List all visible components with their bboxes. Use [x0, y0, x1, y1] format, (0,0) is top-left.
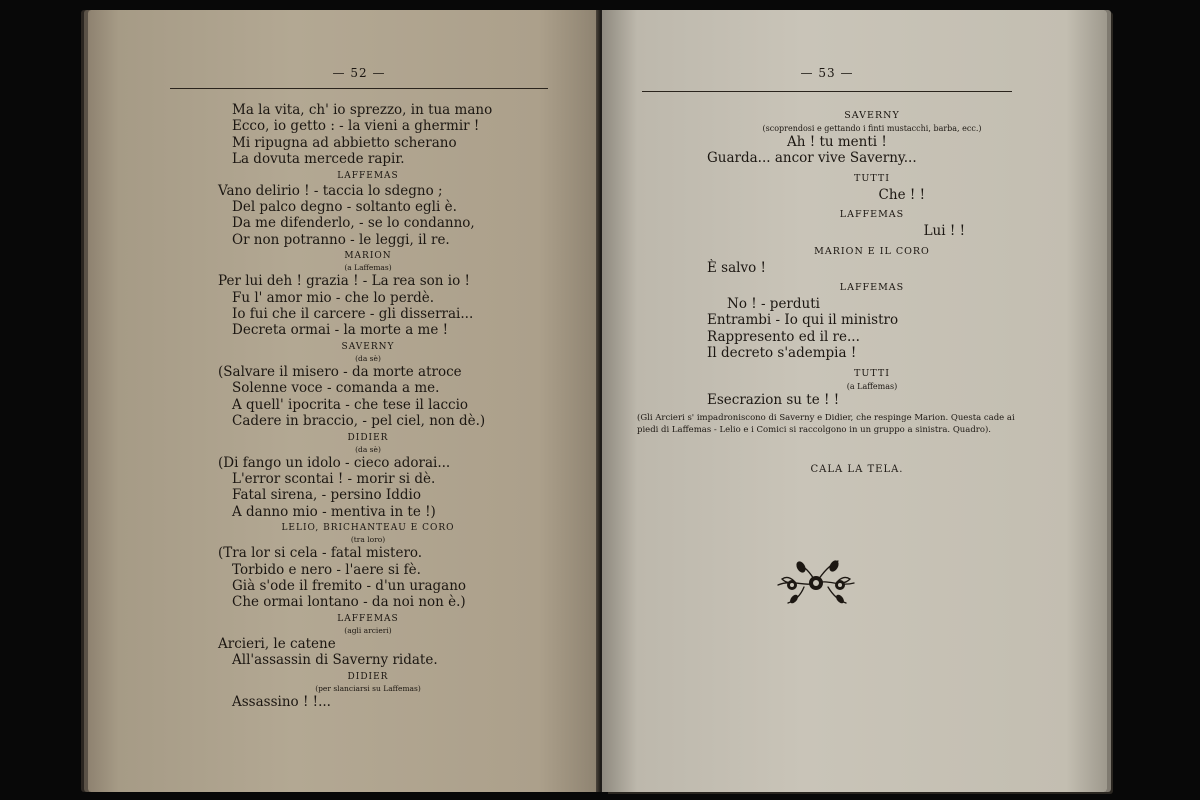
verse-line: Rappresento ed il re... — [707, 328, 860, 345]
stage-direction: (agli arcieri) — [344, 625, 392, 635]
open-book — [88, 10, 1113, 792]
speaker-name: TUTTI — [854, 172, 890, 184]
verse-line: No ! - perduti — [727, 296, 820, 313]
right-page-text — [637, 104, 1037, 478]
stage-direction: (da sè) — [355, 353, 381, 363]
verse-line: All'assassin di Saverny ridate. — [232, 652, 438, 669]
right-page — [602, 10, 1107, 792]
left-page-text — [218, 102, 518, 710]
verse-line: Già s'ode il fremito - d'un uragano — [232, 577, 467, 594]
verse-line: Lui ! ! — [923, 223, 965, 240]
page-number-left: — 52 — — [332, 66, 386, 80]
speaker-name: LAFFEMAS — [337, 170, 399, 181]
speaker-name: SAVERNY — [341, 341, 395, 352]
left-page — [88, 10, 600, 792]
verse-line: Solenne voce - comanda a me. — [232, 380, 440, 397]
verse-line: È salvo ! — [707, 259, 766, 276]
stage-direction: (tra loro) — [350, 535, 386, 545]
verse-line: Assassino ! !... — [232, 693, 331, 710]
verse-line: Ah ! tu menti ! — [787, 134, 887, 150]
verse-line: L'error scontai ! - morir si dè. — [232, 470, 436, 487]
verse-line: (Tra lor si cela - fatal mistero. — [218, 545, 423, 562]
stage-direction: (per slanciarsi su Laffemas) — [315, 683, 421, 693]
speaker-name: MARION — [344, 251, 392, 262]
speaker-name: MARION E IL CORO — [814, 245, 930, 257]
verse-line: (Salvare il misero - da morte atroce — [218, 363, 462, 380]
stage-direction: (scoprendosi e gettando i finti mustacchi, barba, ecc.) — [762, 124, 982, 133]
stage-direction: (a Laffemas) — [846, 381, 898, 391]
verse-line: Esecrazion su te ! ! — [707, 391, 840, 408]
verse-line: Io fui che il carcere - gli disserrai... — [232, 306, 474, 323]
verse-line: Fu l' amor mio - che lo perdè. — [232, 289, 435, 306]
verse-line: A quell' ipocrita - che tese il laccio — [232, 396, 469, 413]
verse-line: Cadere in braccio, - pel ciel, non dè.) — [232, 413, 486, 430]
speaker-name: LELIO, BRICHANTEAU E CORO — [281, 523, 455, 534]
stage-direction-block: (Gli Arcieri s' impadroniscono di Saverny e Didier, che respinge Marion. Questa cade ai piedi di Laffemas - Lelio e i Comici si raccolgono in un gruppo a sinistra. Quadro). — [637, 413, 1015, 436]
verse-line: Guarda... ancor vive Saverny... — [707, 150, 917, 167]
speaker-name: LAFFEMAS — [337, 613, 399, 624]
verse-line: Or non potranno - le leggi, il re. — [232, 231, 450, 248]
verse-line: Mi ripugna ad abbietto scherano — [232, 134, 457, 151]
floral-ornament-icon — [774, 557, 858, 607]
header-rule-right — [642, 91, 1012, 92]
verse-line: Da me difenderlo, - se lo condanno, — [232, 215, 475, 232]
verse-line: Che ! ! — [878, 186, 925, 203]
speaker-name: LAFFEMAS — [839, 209, 905, 221]
speaker-name: LAFFEMAS — [839, 282, 905, 294]
verse-line: Fatal sirena, - persino Iddio — [232, 487, 421, 504]
verse-line: Entrambi - Io qui il ministro — [707, 312, 899, 329]
page-number-right: — 53 — — [800, 66, 854, 80]
verse-line: Vano delirio ! - taccia lo sdegno ; — [218, 182, 443, 199]
verse-line: Ma la vita, ch' io sprezzo, in tua mano — [232, 102, 493, 118]
verse-line: A danno mio - mentiva in te !) — [232, 503, 436, 520]
verse-line: Ecco, io getto : - la vieni a ghermir ! — [232, 118, 480, 135]
verse-line: Il decreto s'adempia ! — [707, 345, 857, 362]
verse-line: Del palco degno - soltanto egli è. — [232, 199, 457, 216]
verse-line: Torbido e nero - l'aere si fè. — [232, 561, 421, 578]
curtain-line: CALA LA TELA. — [810, 464, 904, 476]
verse-line: Per lui deh ! grazia ! - La rea son io ! — [218, 273, 470, 290]
speaker-name: SAVERNY — [844, 110, 900, 121]
verse-line: Che ormai lontano - da noi non è.) — [232, 594, 466, 611]
stage-direction: (a Laffemas) — [344, 263, 392, 273]
header-rule-left — [170, 88, 548, 89]
speaker-name: DIDIER — [347, 671, 389, 682]
speaker-name: TUTTI — [854, 367, 890, 379]
verse-line: (Di fango un idolo - cieco adorai... — [218, 454, 451, 471]
verse-line: Decreta ormai - la morte a me ! — [232, 322, 449, 339]
speaker-name: DIDIER — [347, 432, 389, 443]
stage-direction: (da sè) — [355, 444, 381, 454]
verse-line: Arcieri, le catene — [218, 635, 336, 652]
verse-line: La dovuta mercede rapir. — [232, 151, 405, 168]
